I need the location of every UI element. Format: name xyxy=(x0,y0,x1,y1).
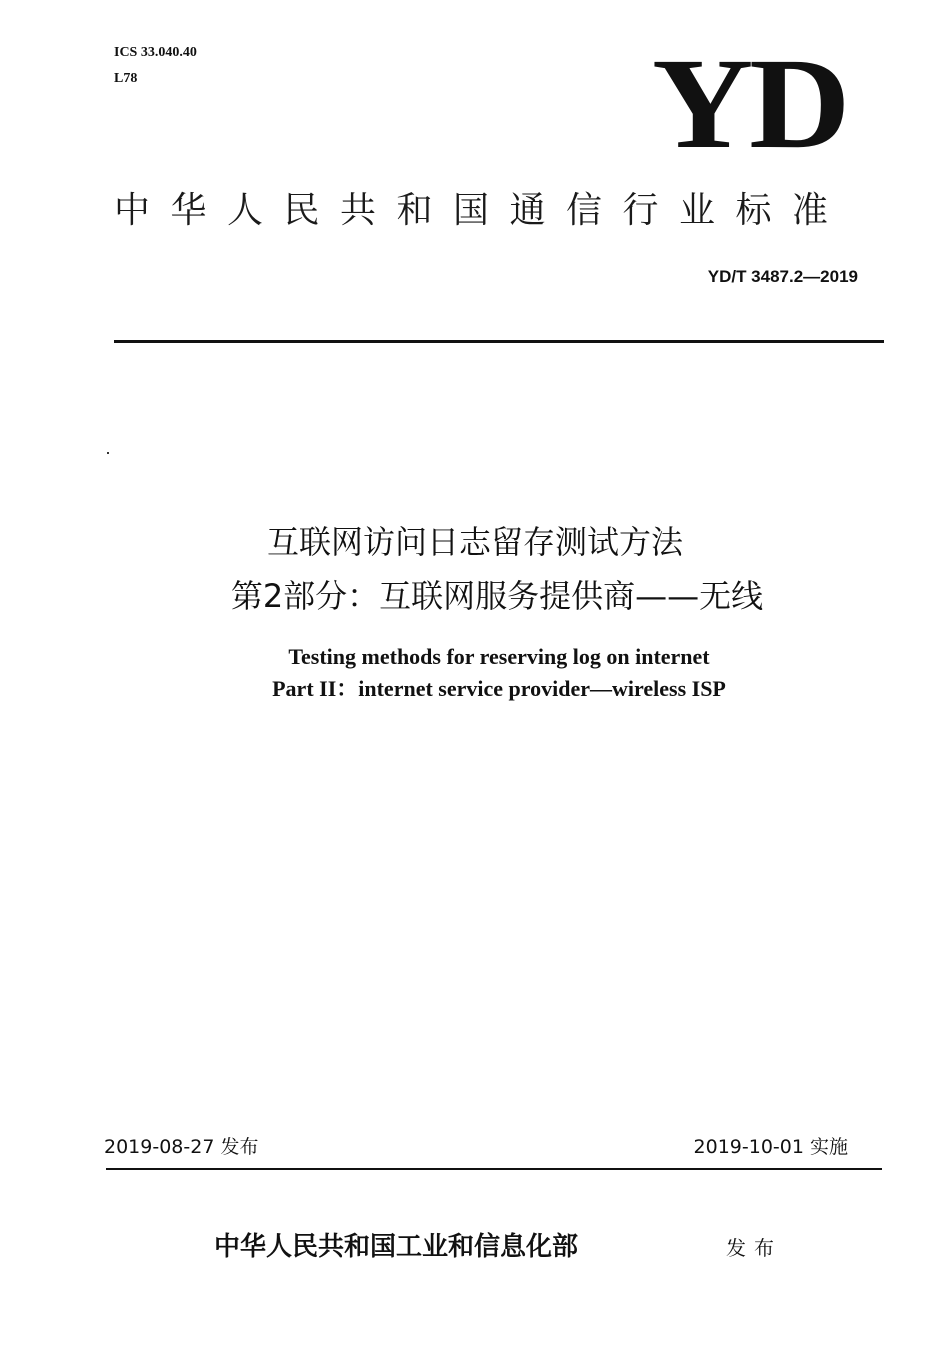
classification-code: L78 xyxy=(114,71,138,86)
issue-label: 发布 xyxy=(726,1236,782,1260)
yd-logo: YD xyxy=(652,32,847,176)
title-english-line-1: Testing methods for reserving log on internet xyxy=(288,644,710,669)
top-divider xyxy=(114,340,884,343)
title-chinese-line-1: 互联网访问日志留存测试方法 xyxy=(266,523,683,561)
title-english-line-2: Part II：internet service provider—wireless ISP xyxy=(272,676,726,701)
scan-speck xyxy=(107,452,109,454)
bottom-divider xyxy=(106,1168,882,1170)
implementation-date: 2019-10-01 实施 xyxy=(693,1136,848,1158)
ics-code: ICS 33.040.40 xyxy=(114,45,197,60)
industry-standard-heading: 中华人民共和国通信行业标准 xyxy=(114,190,849,231)
title-chinese-line-2: 第2部分：互联网服务提供商——无线 xyxy=(230,577,764,615)
standard-number: YD/T 3487.2—2019 xyxy=(707,267,858,286)
issue-date: 2019-08-27 发布 xyxy=(104,1136,259,1158)
issuing-authority: 中华人民共和国工业和信息化部 xyxy=(214,1232,579,1262)
